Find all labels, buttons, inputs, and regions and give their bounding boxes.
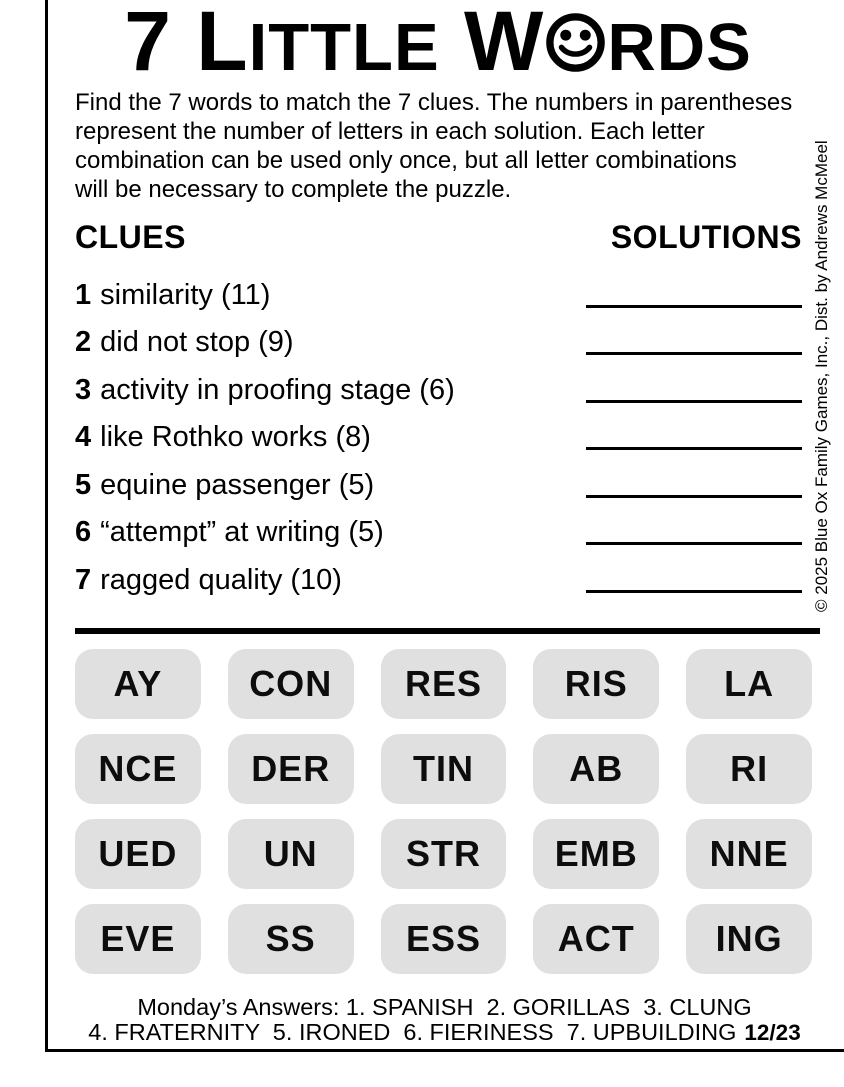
clue-text: similarity (11) bbox=[100, 278, 271, 311]
clue-item bbox=[75, 508, 802, 556]
letter-tile[interactable]: RI bbox=[686, 734, 812, 804]
instructions-text bbox=[75, 88, 820, 204]
letter-tile[interactable]: UED bbox=[75, 819, 201, 889]
instructions-line: will be necessary to complete the puzzle. bbox=[75, 176, 512, 203]
instructions-line: combination can be used only once, but all letter combinations bbox=[75, 147, 737, 174]
letter-tile[interactable]: AY bbox=[75, 649, 201, 719]
solution-blank-line[interactable] bbox=[586, 447, 802, 450]
letter-tile[interactable]: EVE bbox=[75, 904, 201, 974]
instructions-line: represent the number of letters in each solution. Each letter bbox=[75, 118, 705, 145]
letter-tile[interactable]: CON bbox=[228, 649, 354, 719]
title-text-segment: RDS bbox=[607, 10, 752, 85]
clue-item bbox=[75, 555, 802, 603]
clue-item bbox=[75, 365, 802, 413]
letter-tile[interactable]: EMB bbox=[533, 819, 659, 889]
solutions-header: SOLUTIONS bbox=[610, 219, 802, 255]
letter-tiles-grid bbox=[75, 649, 812, 974]
letter-tile[interactable]: NCE bbox=[75, 734, 201, 804]
title-text-segment: W bbox=[439, 0, 545, 88]
solution-blank-line[interactable] bbox=[586, 352, 802, 355]
puzzle-date: 12/23 bbox=[744, 1020, 801, 1045]
letter-tile[interactable]: ING bbox=[686, 904, 812, 974]
clue-number: 4 bbox=[75, 421, 92, 453]
letter-tile[interactable]: NNE bbox=[686, 819, 812, 889]
clue-item bbox=[75, 270, 802, 318]
clue-number: 5 bbox=[75, 468, 92, 501]
clue-number: 7 bbox=[75, 563, 92, 596]
letter-tile[interactable]: RIS bbox=[533, 649, 659, 719]
section-divider-rule bbox=[75, 628, 820, 634]
letter-tile[interactable]: STR bbox=[381, 819, 507, 889]
clue-number: 1 bbox=[75, 278, 92, 311]
title-text-segment: 7 L bbox=[124, 0, 249, 88]
section-headers bbox=[75, 219, 802, 270]
solution-blank-line[interactable] bbox=[586, 305, 802, 308]
letter-tile[interactable]: TIN bbox=[381, 734, 507, 804]
clue-item bbox=[75, 460, 802, 508]
clues-solutions-section bbox=[75, 219, 802, 603]
frame-bottom-border bbox=[45, 1049, 844, 1052]
answers-line-1: Monday’s Answers: 1. SPANISH 2. GORILLAS 3. CLUNG bbox=[137, 994, 752, 1020]
solution-blank-line[interactable] bbox=[586, 590, 802, 593]
clue-text: like Rothko works (8) bbox=[100, 421, 371, 453]
letter-tile[interactable]: SS bbox=[228, 904, 354, 974]
clue-number: 3 bbox=[75, 373, 92, 406]
clues-header: CLUES bbox=[75, 219, 186, 255]
clue-text: equine passenger (5) bbox=[100, 468, 375, 501]
clue-item bbox=[75, 318, 802, 366]
copyright-text: © 2025 Blue Ox Family Games, Inc., Dist. by Andrews McMeel bbox=[812, 140, 831, 612]
answers-line-2: 4. FRATERNITY 5. IRONED 6. FIERINESS 7. UPBUILDING 12/23 bbox=[88, 1019, 801, 1045]
previous-answers-footer bbox=[45, 995, 844, 1045]
letter-tile[interactable]: RES bbox=[381, 649, 507, 719]
solution-blank-line[interactable] bbox=[586, 400, 802, 403]
solution-blank-line[interactable] bbox=[586, 542, 802, 545]
letter-tile[interactable]: UN bbox=[228, 819, 354, 889]
clue-number: 2 bbox=[75, 326, 92, 358]
smiley-face-o-icon bbox=[545, 12, 606, 73]
clue-text: did not stop (9) bbox=[100, 326, 294, 358]
frame-left-border bbox=[45, 0, 48, 1052]
clue-text: activity in proofing stage (6) bbox=[100, 373, 455, 406]
letter-tile[interactable]: AB bbox=[533, 734, 659, 804]
clue-text: ragged quality (10) bbox=[100, 563, 342, 596]
letter-tile[interactable]: ACT bbox=[533, 904, 659, 974]
clue-item bbox=[75, 413, 802, 461]
clue-text: “attempt” at writing (5) bbox=[100, 516, 384, 548]
solution-blank-line[interactable] bbox=[586, 495, 802, 498]
clue-number: 6 bbox=[75, 516, 92, 548]
letter-tile[interactable]: DER bbox=[228, 734, 354, 804]
letter-tile[interactable]: ESS bbox=[381, 904, 507, 974]
puzzle-title bbox=[48, 0, 828, 86]
letter-tile[interactable]: LA bbox=[686, 649, 812, 719]
instructions-line: Find the 7 words to match the 7 clues. The numbers in parentheses bbox=[75, 89, 793, 116]
title-text-segment: ITTLE bbox=[248, 10, 440, 85]
